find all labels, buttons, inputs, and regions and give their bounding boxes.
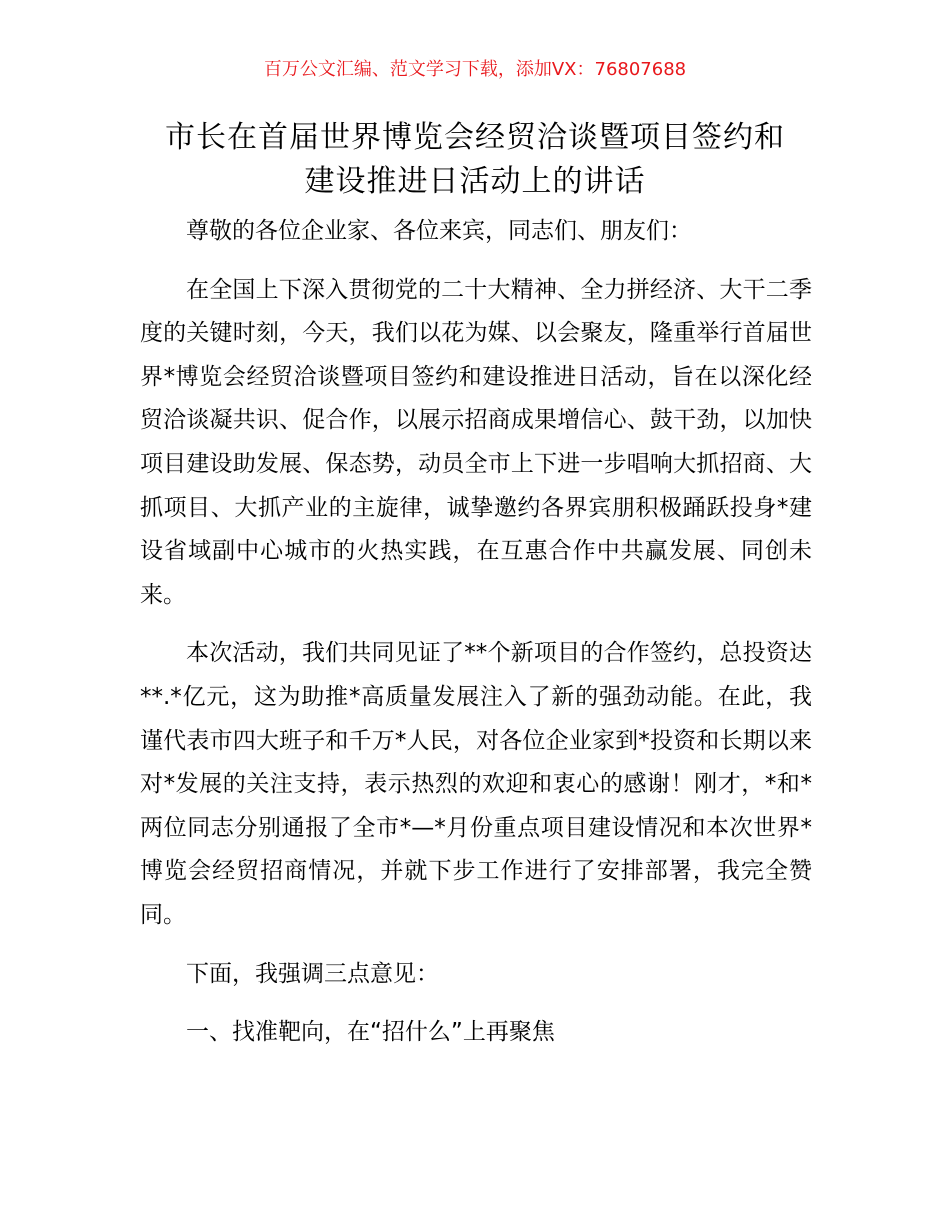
paragraph-transition: 下面，我强调三点意见： (186, 960, 439, 987)
section-heading-1: 一、找准靶向，在“招什么”上再聚焦 (186, 1019, 555, 1046)
document-body (140, 210, 812, 1070)
paragraph-signing: 本次活动，我们共同见证了**个新项目的合作签约，总投资达**.*亿元，这为助推*高质量发展注入了新的强劲动能。在此，我谨代表市四大班子和千万*人民，对各位企业家到*投资和长期以来对*发展的关注支持，表示热烈的欢迎和衷心的感谢！刚才，*和*两位同志分别通报了全市*—*月份重点项目建设情况和本次世界*博览会经贸招商情况，并就下步工作进行了安排部署，我完全赞同。 (140, 640, 813, 928)
document-title (100, 116, 850, 204)
title-line-2: 建设推进日活动上的讲话 (304, 164, 646, 199)
paragraph-intro: 在全国上下深入贯彻党的二十大精神、全力拼经济、大干二季度的关键时刻，今天，我们以花为媒、以会聚友，隆重举行首届世界*博览会经贸洽谈暨项目签约和建设推进日活动，旨在以深化经贸洽谈凝共识、促合作，以展示招商成果增信心、鼓干劲，以加快项目建设助发展、保态势，动员全市上下进一步唱响大抓招商、大抓项目、大抓产业的主旋律，诚挚邀约各界宾朋积极踊跃投身*建设省域副中心城市的火热实践，在互惠合作中共赢发展、同创未来。 (140, 276, 812, 608)
salutation: 尊敬的各位企业家、各位来宾，同志们、朋友们： (186, 218, 692, 244)
watermark-banner: 百万公文汇编、范文学习下载，添加VX：76807688 (263, 59, 687, 80)
title-line-1: 市长在首届世界博览会经贸洽谈暨项目签约和 (165, 120, 785, 155)
